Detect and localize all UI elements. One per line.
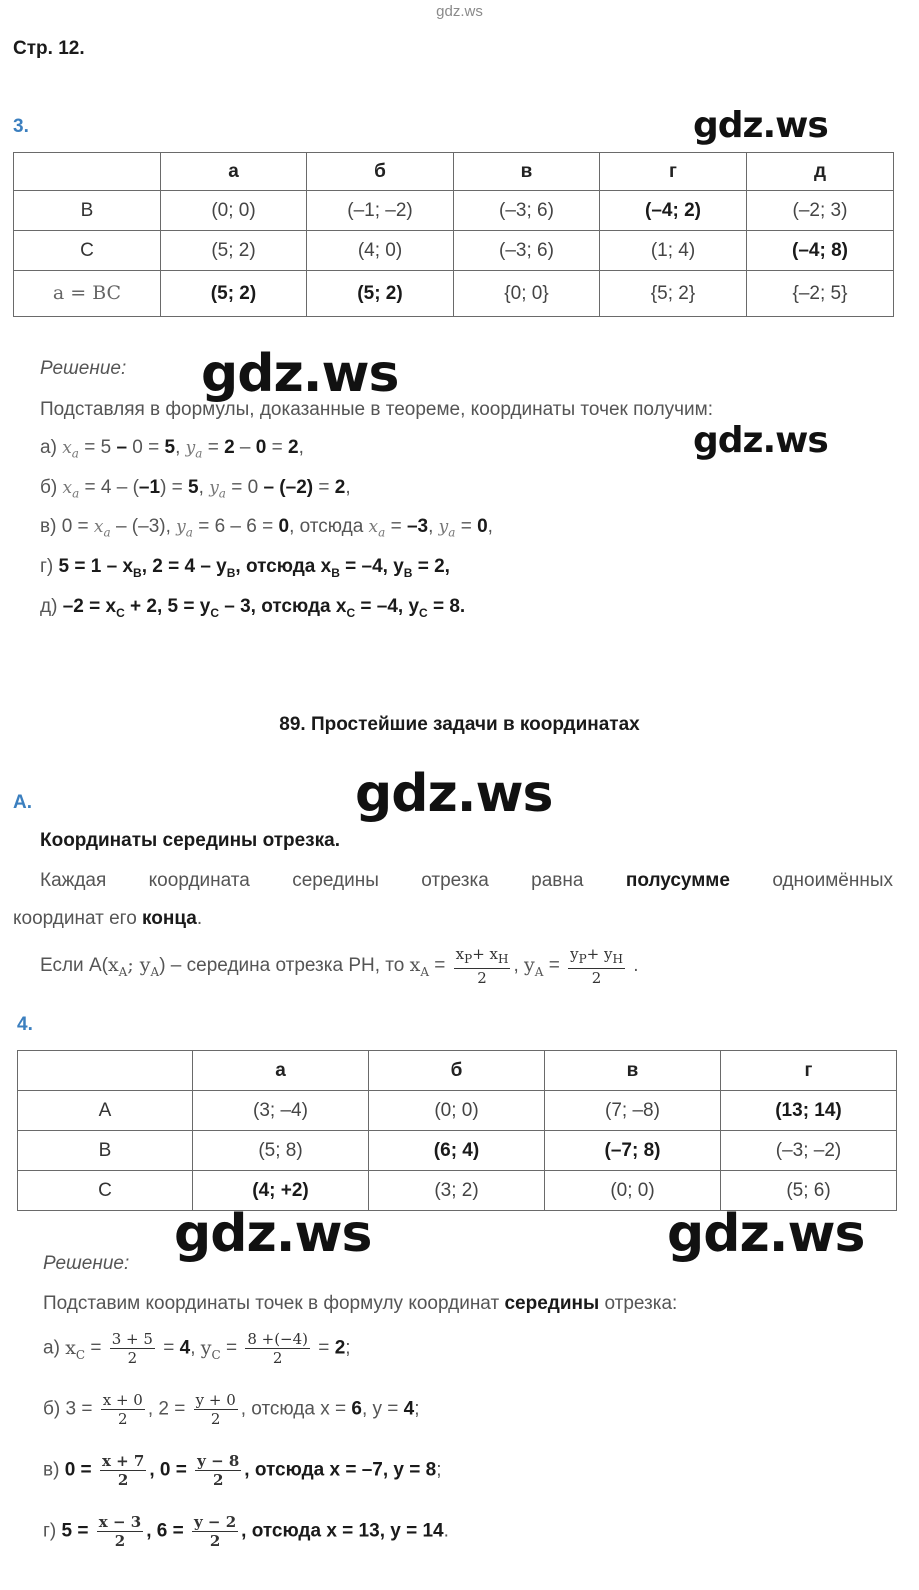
table-cell: (13; 14)	[721, 1091, 897, 1131]
table-header-cell: б	[369, 1051, 545, 1091]
watermark: gdz.ws	[201, 344, 399, 404]
row-label: C	[18, 1171, 193, 1211]
table-row	[18, 1131, 897, 1171]
table-cell: (4; 0)	[307, 231, 454, 271]
solution-line-c: в) 0 = $\frac{x + 7}{2}$ , 0 = $\frac{y - 8}{2}$ , отсюда x = –7, y = 8;	[43, 1452, 442, 1489]
solution-line-d: г) 5 = $\frac{x - 3}{2}$ , 6 = $\frac{y - 2}{2}$ , отсюда x = 13, y = 14.	[43, 1513, 449, 1550]
table-header-cell: в	[454, 153, 600, 191]
table-cell: (6; 4)	[369, 1131, 545, 1171]
table-cell: (0; 0)	[369, 1091, 545, 1131]
table-cell: (5; 2)	[161, 231, 307, 271]
task-number: 3.	[13, 116, 29, 137]
solution-line-a: а) $x_C$ = $\frac{3 + 5}{2}$ = 4, $y_C$ = $\frac{8 +(-4)}{2}$ = 2;	[43, 1330, 351, 1367]
table-cell: (0; 0)	[545, 1171, 721, 1211]
rule-text-line2: координат его конца.	[13, 908, 203, 929]
table-cell: {–2; 5}	[747, 271, 894, 317]
solution-line-a: а) $x_a = 5 - 0 = 5$, $y_a = 2 - 0 = 2$,	[40, 437, 304, 461]
table-cell: (–7; 8)	[545, 1131, 721, 1171]
page-reference: Стр. 12.	[13, 38, 85, 59]
table-cell: (–3; 6)	[454, 191, 600, 231]
table-cell: (–3; –2)	[721, 1131, 897, 1171]
solution-intro: Подставим координаты точек в формулу координат середины отрезка:	[43, 1293, 678, 1314]
row-label: B	[14, 191, 161, 231]
watermark: gdz.ws	[693, 420, 828, 461]
table-cell: (5; 6)	[721, 1171, 897, 1211]
solution-label: Решение:	[40, 358, 127, 379]
row-label: B	[18, 1131, 193, 1171]
table-cell: (7; –8)	[545, 1091, 721, 1131]
solution-line-c: в) $0 = x_a - (-3)$, $y_a = 6 - 6 = 0$, отсюда $x_a = -3$, $y_a = 0$,	[40, 516, 493, 540]
table-cell: (5; 8)	[193, 1131, 369, 1171]
table-header-cell: а	[161, 153, 307, 191]
table-header-cell: г	[721, 1051, 897, 1091]
watermark: gdz.ws	[667, 1204, 865, 1264]
solution-label: Решение:	[43, 1253, 130, 1274]
row-label: C	[14, 231, 161, 271]
watermark-top: gdz.ws	[436, 3, 483, 20]
task4-table	[17, 1050, 897, 1211]
watermark: gdz.ws	[174, 1204, 372, 1264]
table-cell: (0; 0)	[161, 191, 307, 231]
table-cell: (–4; 8)	[747, 231, 894, 271]
table-row	[18, 1091, 897, 1131]
task3-table	[13, 152, 894, 317]
table-header-row	[18, 1051, 897, 1091]
row-label: A	[18, 1091, 193, 1131]
table-row	[14, 231, 894, 271]
table-header-cell: в	[545, 1051, 721, 1091]
table-header-cell: г	[600, 153, 747, 191]
table-row	[14, 191, 894, 231]
table-cell: (–1; –2)	[307, 191, 454, 231]
table-row	[14, 271, 894, 317]
table-header-cell	[18, 1051, 193, 1091]
rule-text-line1: Каждая координата середины отрезка равна полусумме одноимённых	[40, 870, 893, 891]
table-cell: (–4; 2)	[600, 191, 747, 231]
watermark: gdz.ws	[693, 105, 828, 146]
midpoint-formula: Если $A(x_A$; $y_A$) – середина отрезка PH, то $x_A$ = $\frac{x_P+ x_H}{2}$ , $y_A$ = $\frac{y_P+ y_H}{2}$ .	[40, 945, 639, 987]
table-header-cell: а	[193, 1051, 369, 1091]
table-row	[18, 1171, 897, 1211]
table-cell: (4; +2)	[193, 1171, 369, 1211]
table-cell: (–3; 6)	[454, 231, 600, 271]
table-cell: (5; 2)	[161, 271, 307, 317]
solution-line-b: б) 3 = $\frac{x + 0}{2}$ , 2 = $\frac{y + 0}{2}$ , отсюда x = 6, y = 4;	[43, 1391, 420, 1428]
solution-intro: Подставляя в формулы, доказанные в теореме, координаты точек получим:	[40, 399, 714, 420]
table-cell: (1; 4)	[600, 231, 747, 271]
watermark: gdz.ws	[355, 764, 553, 824]
table-cell: (5; 2)	[307, 271, 454, 317]
subsection-letter: A.	[13, 792, 32, 813]
table-cell: (3; 2)	[369, 1171, 545, 1211]
table-header-cell: б	[307, 153, 454, 191]
table-cell: {5; 2}	[600, 271, 747, 317]
subsection-title: Координаты середины отрезка.	[40, 830, 340, 851]
row-label-vector: a = BC	[14, 271, 161, 317]
table-header-cell	[14, 153, 161, 191]
table-cell: (3; –4)	[193, 1091, 369, 1131]
task-number: 4.	[17, 1014, 33, 1035]
solution-line-b: б) $x_a = 4 - (-1) = 5$, $y_a = 0 - (-2) = 2$,	[40, 477, 351, 501]
table-cell: {0; 0}	[454, 271, 600, 317]
table-header-row	[14, 153, 894, 191]
table-header-cell: д	[747, 153, 894, 191]
section-title: 89. Простейшие задачи в координатах	[279, 714, 640, 735]
solution-line-d: г) $5 = 1 - x_B$, $2 = 4 - y_B$, отсюда $x_B = -4$, $y_B = 2$,	[40, 556, 450, 580]
table-cell: (–2; 3)	[747, 191, 894, 231]
solution-line-e: д) $-2 = x_C + 2$, $5 = y_C - 3$, отсюда $x_C = -4$, $y_C = 8$.	[40, 596, 466, 620]
